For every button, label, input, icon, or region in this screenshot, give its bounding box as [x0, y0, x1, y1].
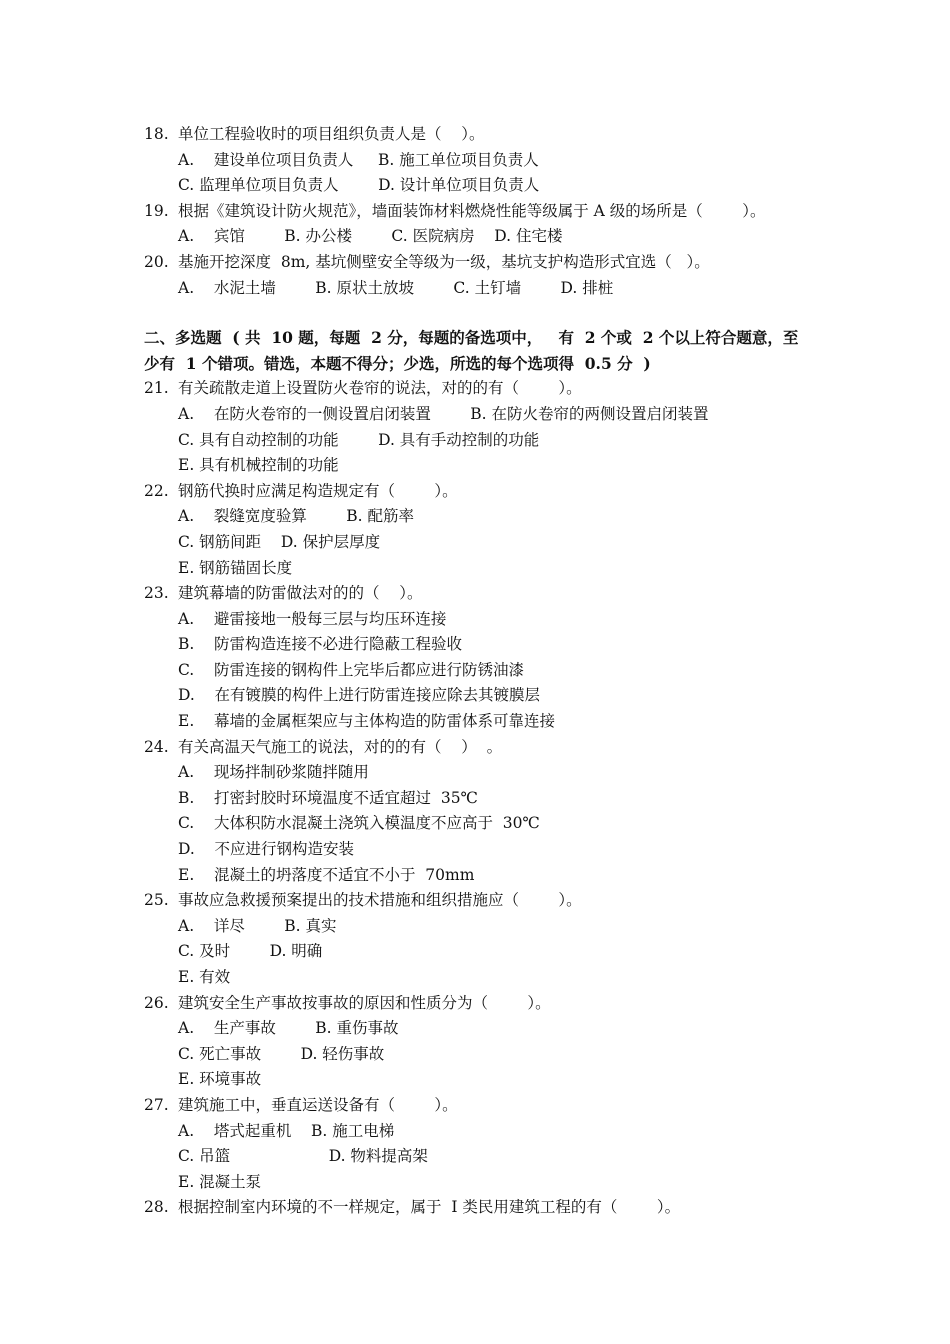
single-choice-tail	[144, 122, 824, 301]
option-line: A. 生产事故 B. 重伤事故	[178, 1019, 399, 1038]
question-number: 25.	[144, 891, 169, 910]
question-text: 建筑施工中，垂直运送设备有（ ）。	[178, 1095, 458, 1114]
option-line: A. 塔式起重机 B. 施工电梯	[178, 1121, 395, 1140]
section-header-line-1: 二、多选题 ( 共 10 题，每题 2 分，每题的备选项中， 有 2 个或 2 个以上符合题意，至	[144, 328, 799, 348]
option-line: E. 幕墙的金属框架应与主体构造的防雷体系可靠连接	[178, 712, 555, 731]
question-number: 27.	[144, 1095, 169, 1114]
question-number: 20.	[144, 252, 169, 271]
option-line: C. 防雷连接的钢构件上完毕后都应进行防锈油漆	[178, 660, 524, 679]
option-line: A. 详尽 B. 真实	[178, 916, 337, 935]
question-text: 根据控制室内环境的不一样规定，属于 I 类民用建筑工程的有（ ）。	[178, 1198, 681, 1217]
section-header-line-2: 少有 1 个错项。错选，本题不得分；少选，所选的每个选项得 0.5 分 )	[144, 353, 651, 373]
question-text: 根据《建筑设计防火规范》，墙面装饰材料燃烧性能等级属于 A 级的场所是（ ）。	[178, 201, 766, 220]
option-line: A. 建设单位项目负责人 B. 施工单位项目负责人	[178, 150, 539, 169]
question-27	[144, 1093, 824, 1119]
question-number: 28.	[144, 1198, 169, 1217]
option-line: D. 在有镀膜的构件上进行防雷连接应除去其镀膜层	[178, 686, 541, 705]
question-text: 事故应急救援预案提出的技术措施和组织措施应（ ）。	[178, 891, 582, 910]
option-line: E. 钢筋锚固长度	[178, 558, 293, 577]
option-line: C. 监理单位项目负责人 D. 设计单位项目负责人	[178, 176, 540, 195]
question-number: 26.	[144, 993, 169, 1012]
question-text: 钢筋代换时应满足构造规定有（ ）。	[178, 481, 458, 500]
question-20	[144, 250, 824, 276]
question-number: 19.	[144, 201, 169, 220]
question-number: 24.	[144, 737, 169, 756]
option-line: B. 防雷构造连接不必进行隐蔽工程验收	[178, 635, 463, 654]
section-multi-choice-header	[144, 325, 824, 376]
question-number: 18.	[144, 125, 169, 143]
option-line: C. 死亡事故 D. 轻伤事故	[178, 1044, 385, 1063]
question-24	[144, 735, 824, 761]
question-23	[144, 581, 824, 607]
exam-content	[144, 122, 824, 1221]
question-text: 有关疏散走道上设置防火卷帘的说法，对的的有（ ）。	[178, 379, 582, 398]
question-number: 23.	[144, 584, 169, 603]
question-text: 建筑安全生产事故按事故的原因和性质分为（ ）。	[178, 993, 551, 1012]
option-line: C. 具有自动控制的功能 D. 具有手动控制的功能	[178, 430, 540, 449]
question-text: 基施开挖深度 8m, 基坑侧壁安全等级为一级，基坑支护构造形式宜选（ ）。	[178, 252, 710, 271]
question-number: 21.	[144, 379, 169, 398]
option-line: A. 在防火卷帘的一侧设置启闭装置 B. 在防火卷帘的两侧设置启闭装置	[178, 404, 709, 423]
option-line: A. 宾馆 B. 办公楼 C. 医院病房 D. 住宅楼	[178, 227, 563, 246]
question-text: 有关高温天气施工的说法，对的的有（ ） 。	[178, 737, 503, 756]
question-number: 22.	[144, 481, 169, 500]
question-26	[144, 991, 824, 1017]
option-line: D. 不应进行钢构造安装	[178, 840, 355, 859]
option-line: A. 现场拌制砂浆随拌随用	[178, 763, 369, 782]
option-line: E. 有效	[178, 968, 231, 986]
option-line: E. 混凝土的坍落度不适宜不小于 70mm	[178, 865, 475, 884]
option-line: B. 打密封胶时环境温度不适宜超过 35℃	[178, 788, 478, 807]
question-22	[144, 479, 824, 505]
option-line: C. 及时 D. 明确	[178, 942, 323, 961]
option-line: A. 避雷接地一般每三层与均压环连接	[178, 609, 447, 628]
multi-choice-questions	[144, 376, 824, 1221]
question-25	[144, 888, 824, 914]
question-21	[144, 376, 824, 402]
option-line: C. 吊篮 D. 物料提高架	[178, 1147, 428, 1166]
option-line: E. 环境事故	[178, 1070, 262, 1089]
question-28	[144, 1195, 824, 1221]
option-line: A. 裂缝宽度验算 B. 配筋率	[178, 507, 414, 526]
question-19	[144, 199, 824, 225]
question-text: 单位工程验收时的项目组织负责人是（ ）。	[178, 125, 485, 143]
option-line: E. 具有机械控制的功能	[178, 456, 339, 475]
question-text: 建筑幕墙的防雷做法对的的（ ）。	[178, 584, 423, 603]
option-line: E. 混凝土泵	[178, 1172, 262, 1191]
option-line: A. 水泥土墙 B. 原状土放坡 C. 土钉墙 D. 排桩	[178, 278, 614, 297]
question-18	[144, 122, 824, 148]
option-line: C. 钢筋间距 D. 保护层厚度	[178, 532, 381, 551]
option-line: C. 大体积防水混凝土浇筑入模温度不应高于 30℃	[178, 814, 540, 833]
